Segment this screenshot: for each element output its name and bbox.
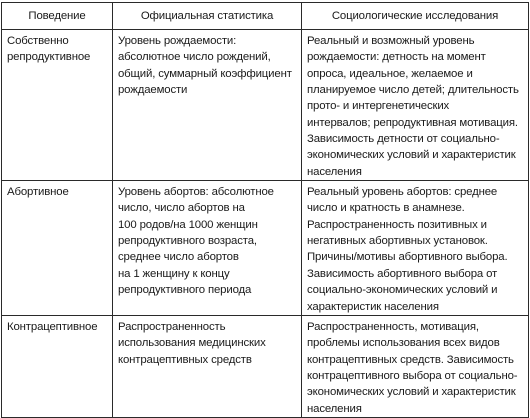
cell-line: репродуктивного периода [118,284,252,297]
header-behavior: Поведение [2,3,113,30]
cell-line: характеристик населения [307,300,439,313]
cell-line: населения [307,402,362,415]
official-cell [113,30,302,181]
cell-line: контрацептивных средств [118,353,252,366]
header-sociological-research: Социологические исследования [302,3,529,30]
header-official-statistics: Официальная статистика [113,3,302,30]
cell-line: интервалов; репродуктивная мотивация. [307,116,518,129]
cell-line: опроса, идеальное, желаемое и [307,67,473,80]
cell-line: негативных абортивных установок. [307,235,488,248]
cell-line: Распространенность, мотивация, [307,320,479,333]
cell-line: Контрацептивное [7,320,98,333]
behavior-cell [2,181,113,316]
cell-line: Распространенность [118,320,226,333]
behavior-cell [2,315,113,417]
header-row [2,3,529,30]
cell-line: контрацептивных средств. Зависимость [307,353,514,366]
cell-line: Реальный и возможный уровень [307,35,475,47]
cell-line: социально-экономических условий и [307,284,498,297]
cell-line: Зависимость абортивного выбора от [307,267,498,280]
official-cell [113,315,302,417]
sociological-cell [302,181,529,316]
cell-line: использования медицинских [118,337,266,350]
cell-line: репродуктивное [7,51,91,64]
cell-line: Распространенность позитивных и [307,218,487,231]
cell-line: экономических условий и характеристик [307,386,516,399]
cell-line: число, число абортов на [118,202,245,215]
table-row [2,181,529,316]
table-row [2,315,529,417]
cell-line: проблемы использования всех видов [307,337,500,350]
cell-line: рождаемости: детность на момент [307,51,486,64]
cell-line: Уровень абортов: абсолютное [118,186,274,199]
cell-line: 100 родов/на 1000 женщин [118,218,258,231]
cell-line: Собственно [7,35,69,47]
behavior-cell [2,30,113,181]
data-table [1,2,529,418]
cell-line: рождаемости [118,84,188,97]
cell-line: Абортивное [7,186,69,199]
sociological-cell [302,30,529,181]
cell-line: экономических условий и характеристик [307,149,516,162]
cell-line: на 1 женщину к концу [118,267,230,280]
cell-line: прото- и интергенетических [307,100,450,113]
cell-line: число и кратность в анамнезе. [307,202,465,215]
cell-line: Реальный уровень абортов: среднее [307,186,498,199]
cell-line: Причины/мотивы абортивного выбора. [307,251,508,264]
cell-line: Уровень рождаемости: [118,35,237,47]
cell-line: среднее число абортов [118,251,239,264]
sociological-cell [302,315,529,417]
cell-line: репродуктивного возраста, [118,235,257,248]
cell-line: Зависимость детности от социально- [307,133,500,146]
cell-line: абсолютное число рождений, [118,51,271,64]
cell-line: контрацептивного выбора от социально- [307,369,518,382]
cell-line: общий, суммарный коэффициент [118,67,292,80]
cell-line: населения [307,165,362,178]
official-cell [113,181,302,316]
cell-line: планируемое число детей; длительность [307,84,519,97]
table-row [2,30,529,181]
